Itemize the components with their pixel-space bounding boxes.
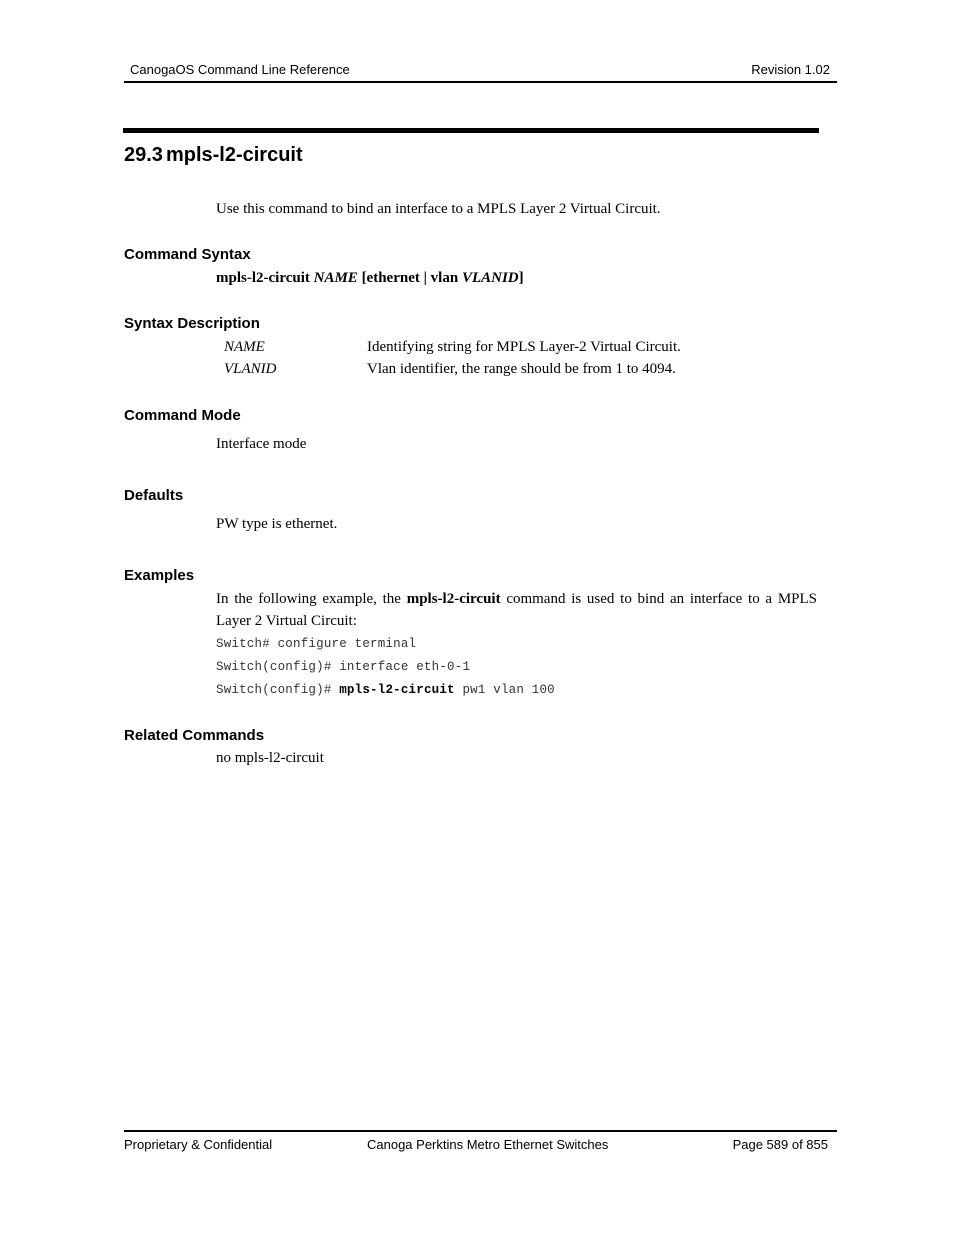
running-header-revision: Revision 1.02	[751, 62, 830, 77]
related-command-link: no mpls-l2-circuit	[216, 750, 324, 766]
command-syntax-heading: Command Syntax	[124, 246, 251, 263]
syntax-description-heading: Syntax Description	[124, 315, 260, 332]
footer-page-number: Page 589 of 855	[732, 1137, 828, 1152]
footer-rule	[124, 1130, 837, 1132]
examples-heading: Examples	[124, 567, 195, 584]
code-command-bold: mpls-l2-circuit	[339, 683, 455, 697]
code-args: pw1 vlan 100	[462, 683, 555, 697]
syntax-options: [ethernet | vlan	[361, 270, 459, 286]
command-syntax-line	[216, 270, 524, 287]
param-description: Identifying string for MPLS Layer-2 Virtual Circuit.	[367, 339, 681, 355]
param-name: NAME	[224, 339, 265, 355]
footer-product: Canoga Perktins Metro Ethernet Switches	[367, 1137, 609, 1152]
running-header-title: CanogaOS Command Line Reference	[130, 62, 350, 77]
defaults-heading: Defaults	[124, 487, 184, 504]
example-paragraph	[216, 588, 817, 632]
syntax-close-bracket: ]	[518, 270, 524, 286]
param-name: VLANID	[224, 361, 277, 377]
syntax-arg-vlanid: VLANID	[461, 270, 519, 286]
defaults-text: PW type is ethernet.	[216, 516, 338, 532]
param-description: Vlan identifier, the range should be from 1 to 4094.	[367, 361, 676, 377]
header-rule	[124, 81, 837, 83]
example-text-pre: In the following example, the	[216, 591, 401, 607]
command-mode-heading: Command Mode	[124, 407, 241, 424]
example-command-bold: mpls-l2-circuit	[406, 591, 501, 607]
section-name: mpls-l2-circuit	[165, 144, 303, 166]
code-prompt: Switch(config)#	[216, 683, 332, 697]
syntax-command: mpls-l2-circuit	[216, 270, 310, 286]
section-title	[124, 144, 303, 167]
intro-paragraph: Use this command to bind an interface to a MPLS Layer 2 Virtual Circuit.	[216, 201, 661, 217]
section-title-bar	[123, 128, 819, 133]
code-line: Switch(config)# interface eth-0-1	[216, 660, 471, 674]
syntax-arg-name: NAME	[313, 270, 358, 286]
code-line	[216, 683, 555, 697]
related-commands-heading: Related Commands	[124, 727, 265, 744]
footer-confidential: Proprietary & Confidential	[124, 1137, 273, 1152]
example-text-post: command is used to bind an interface to a MPLS Layer 2 Virtual Circuit:	[216, 591, 818, 629]
command-mode-text: Interface mode	[216, 436, 307, 452]
code-line: Switch# configure terminal	[216, 637, 417, 651]
section-number: 29.3	[124, 144, 163, 166]
